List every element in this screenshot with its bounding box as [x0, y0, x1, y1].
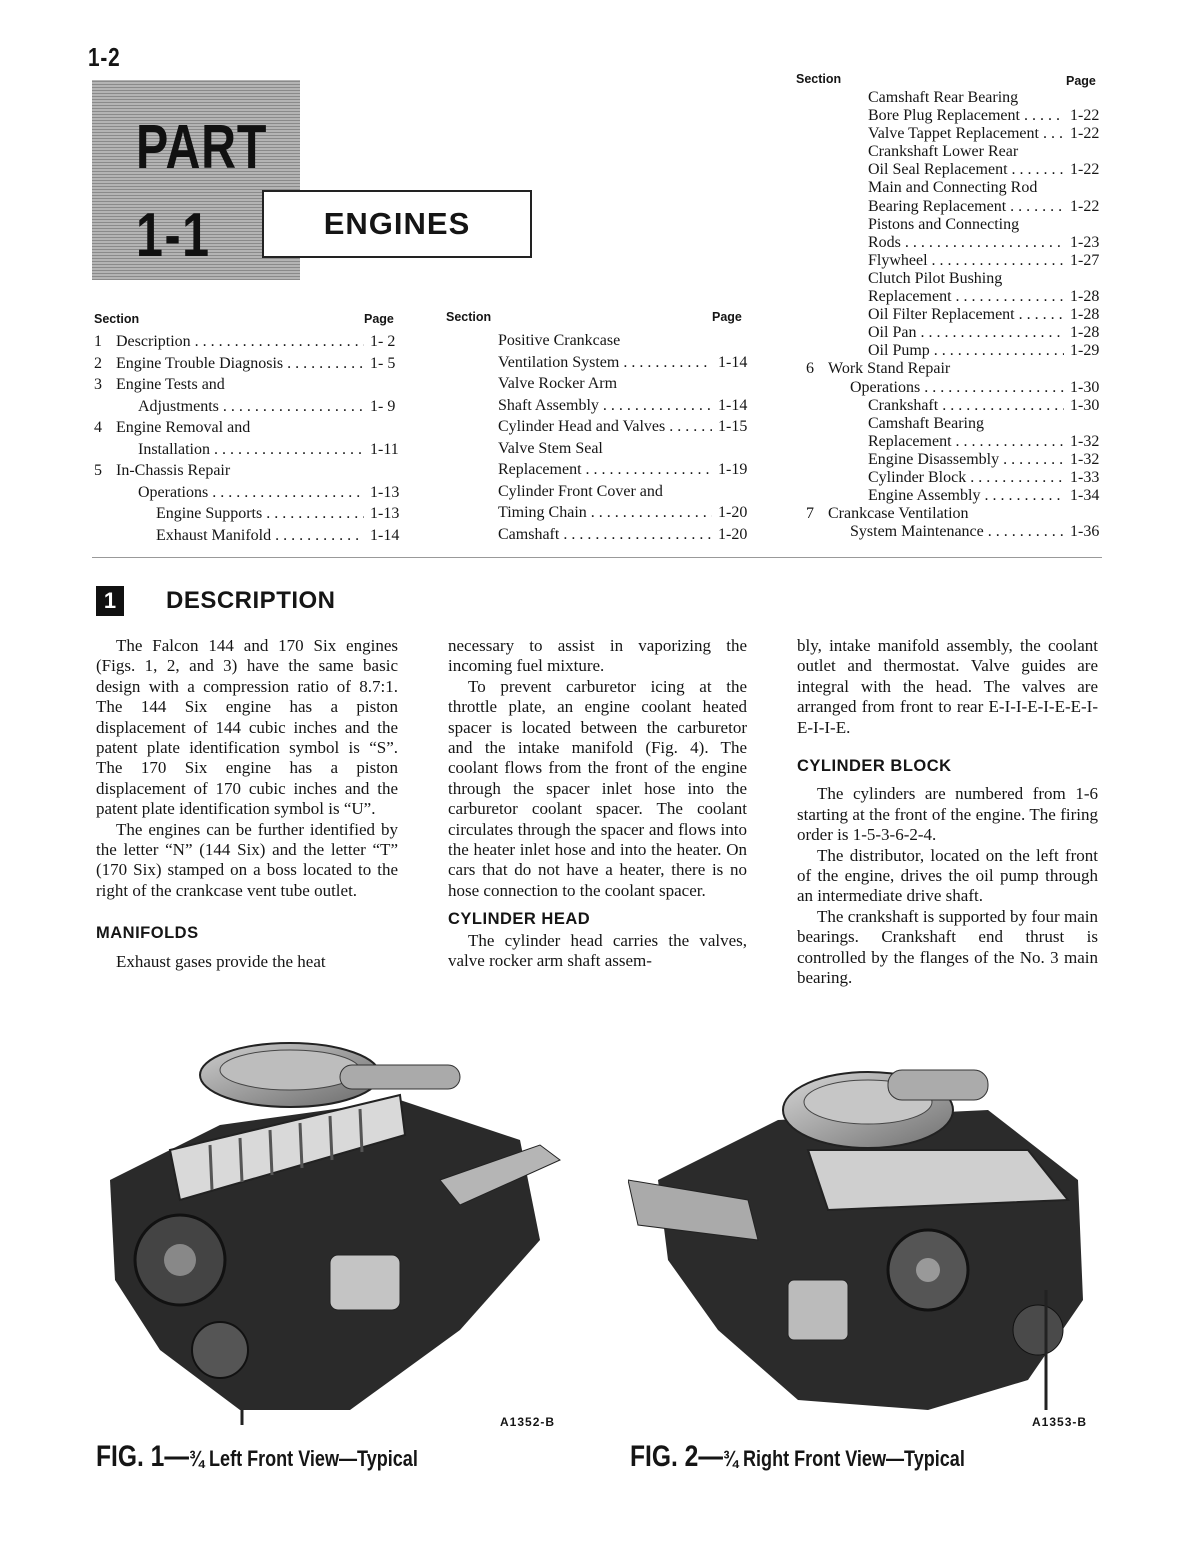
toc-leader-dots	[920, 379, 1064, 396]
toc-entry	[94, 460, 406, 482]
toc-page-number: 1-11	[370, 440, 399, 458]
body-column-1	[96, 636, 398, 972]
figure-2-caption	[630, 1440, 965, 1474]
toc-page-number	[712, 330, 754, 352]
subheading-cylinder-block: CYLINDER BLOCK	[797, 757, 952, 776]
paragraph: The crankshaft is supported by four main bearings. Crankshaft end thrust is controlled by the flanges of the No. 3 main bearing.	[797, 906, 1098, 988]
toc3-section-header: Section	[796, 72, 842, 86]
toc-entry-title: Adjustments	[138, 397, 219, 415]
toc-entry-title: Crankshaft Lower Rear	[868, 143, 1019, 161]
toc-leader-dots	[559, 526, 712, 543]
toc-column-2	[498, 330, 754, 545]
toc-page-number: 1- 9	[370, 397, 396, 415]
toc-section-number	[806, 143, 828, 161]
toc-page-number	[712, 438, 754, 460]
toc-leader-dots	[928, 252, 1064, 269]
toc-section-number	[806, 107, 828, 125]
toc-entry-title: Cylinder Block	[868, 468, 967, 486]
toc-section-number	[806, 216, 828, 234]
paragraph: To prevent carburetor icing at the throttle plate, an engine coolant heated spacer is located between the carburetor and the intake manifold (Fig. 4). The coolant flows from the front of the engine through the spacer inlet hose into the carburetor coolant spacer. The coolant circulates through the spacer and flows into the heater inlet hose and into the heater. On cars that do not have a heater, there is no hose connection to the coolant spacer.	[448, 676, 747, 900]
paragraph: necessary to assist in vaporizing the incoming fuel mixture.	[448, 636, 747, 676]
toc-leader-dots	[916, 324, 1064, 341]
toc-section-number	[806, 198, 828, 216]
toc1-page-header: Page	[364, 312, 394, 326]
toc-entry	[94, 353, 406, 375]
toc-page-number	[712, 373, 754, 395]
toc-entry	[498, 459, 754, 481]
toc-entry	[806, 234, 1106, 252]
toc-leader-dots	[619, 354, 712, 371]
toc-leader-dots	[930, 342, 1064, 359]
toc-leader-dots	[952, 288, 1064, 305]
toc-entry-title: Crankshaft	[868, 396, 939, 414]
toc-entry-title: Replacement	[868, 432, 952, 450]
toc-leader-dots	[191, 333, 364, 350]
toc-entry-title: Valve Rocker Arm	[498, 375, 618, 392]
toc-page-number: 1-22	[1070, 107, 1100, 125]
toc-entry	[806, 487, 1106, 505]
toc-leader-dots	[271, 527, 364, 544]
toc-entry-title: Crankcase Ventilation	[828, 505, 969, 523]
toc-section-number	[806, 252, 828, 270]
toc-section-number: 2	[94, 354, 102, 372]
toc-entry	[94, 525, 406, 547]
toc-entry-title: Installation	[138, 440, 210, 458]
toc-leader-dots	[1015, 306, 1064, 323]
toc-entry	[806, 451, 1106, 469]
toc-page-number: 1-22	[1070, 161, 1100, 179]
toc-page-number: 1-22	[1070, 197, 1100, 215]
toc-section-number	[806, 161, 828, 179]
body-column-3	[797, 636, 1098, 989]
toc-page-number: 1-28	[1070, 288, 1100, 306]
toc-entry-title: Ventilation System	[498, 353, 620, 371]
toc-entry	[806, 360, 1106, 378]
figure-1-code: A1352-B	[500, 1415, 556, 1429]
toc-page-number: 1-28	[1070, 324, 1100, 342]
toc-entry	[806, 125, 1106, 143]
toc-column-3	[806, 89, 1106, 541]
toc-page-number	[1064, 270, 1106, 288]
toc1-section-header: Section	[94, 312, 140, 326]
figure-2-code: A1353-B	[1032, 1415, 1088, 1429]
toc-page-number	[364, 417, 406, 439]
figure-1-number: FIG. 1—	[96, 1440, 189, 1473]
toc-leader-dots	[1036, 107, 1064, 124]
toc-entry-title: Camshaft	[498, 525, 560, 543]
toc-entry	[806, 433, 1106, 451]
toc-section-number	[806, 415, 828, 433]
toc-leader-dots	[587, 504, 712, 521]
toc-page-number: 1-13	[370, 505, 400, 522]
toc-entry	[806, 397, 1106, 415]
figure-1-caption	[96, 1440, 418, 1474]
toc-entry-title: Operations	[138, 483, 209, 501]
toc-entry-title: Valve Stem Seal	[498, 439, 603, 457]
toc-entry	[806, 216, 1106, 234]
toc-entry	[498, 438, 754, 460]
toc-page-number	[1064, 179, 1106, 197]
toc-section-number: 3	[94, 376, 102, 393]
toc-leader-dots	[262, 505, 364, 522]
toc-page-number: 1-20	[718, 525, 748, 543]
toc-section-number	[806, 306, 828, 324]
toc-page-number: 1-22	[1070, 125, 1100, 143]
toc-page-number: 1- 5	[370, 354, 396, 372]
toc-entry-title: Engine Assembly	[868, 487, 981, 505]
toc-entry	[498, 395, 754, 417]
toc-entry	[498, 330, 754, 352]
toc-entry	[498, 502, 754, 524]
toc-section-number	[806, 324, 828, 342]
toc-entry-title: Engine Supports	[156, 505, 263, 522]
toc-entry	[498, 524, 754, 546]
toc-entry	[806, 288, 1106, 306]
toc-page-number	[364, 374, 406, 396]
toc-page-number	[1064, 216, 1106, 234]
toc-entry	[806, 161, 1106, 179]
toc-entry-title: Clutch Pilot Bushing	[868, 269, 1003, 287]
toc-entry-title: Oil Filter Replacement	[868, 306, 1015, 324]
toc-entry	[806, 270, 1106, 288]
toc-entry	[94, 439, 406, 461]
toc-entry	[498, 416, 754, 438]
toc-entry	[806, 143, 1106, 161]
toc-entry-title: Bore Plug Replacement . .	[868, 107, 1036, 125]
toc-entry	[94, 417, 406, 439]
body-column-2	[448, 636, 747, 972]
engine-right-front-illustration	[628, 1040, 1098, 1420]
toc-entry-title: Positive Crankcase	[498, 332, 621, 349]
toc-leader-dots	[208, 484, 364, 501]
toc-entry-title: Cylinder Head and Valves	[498, 418, 666, 435]
toc-page-number: 1-32	[1070, 450, 1100, 468]
toc-page-number	[1064, 143, 1106, 161]
toc-entry-title: Cylinder Front Cover and	[498, 482, 663, 500]
toc-entry-title: Main and Connecting Rod	[868, 179, 1038, 197]
toc-entry-title: Shaft Assembly	[498, 396, 599, 414]
toc-entry	[806, 379, 1106, 397]
toc-entry-title: Work Stand Repair	[828, 360, 951, 378]
toc-page-number: 1-30	[1070, 378, 1100, 396]
toc-page-number: 1-33	[1070, 468, 1100, 486]
toc-section-number	[94, 482, 116, 504]
toc-entry-title: Engine Trouble Diagnosis	[116, 354, 284, 372]
toc2-section-header: Section	[446, 310, 492, 324]
toc-page-number	[1064, 360, 1106, 378]
toc-entry	[94, 503, 406, 525]
part-word: PART	[136, 113, 268, 182]
toc-page-number	[1064, 415, 1106, 433]
toc-entry	[498, 352, 754, 374]
toc-entry	[94, 331, 406, 353]
toc-entry-title: Engine Removal and	[116, 419, 251, 436]
toc-column-1	[94, 331, 406, 546]
toc-leader-dots	[599, 397, 712, 414]
toc-entry-title: Replacement	[868, 288, 952, 306]
toc3-page-header: Page	[1066, 74, 1096, 88]
toc-section-number	[806, 179, 828, 197]
toc-entry	[806, 469, 1106, 487]
toc-page-number: 1-19	[718, 461, 748, 478]
toc-entry-title: Engine Disassembly	[868, 450, 1000, 468]
toc-section-number: 4	[94, 419, 102, 436]
section-heading: DESCRIPTION	[166, 587, 336, 614]
toc-leader-dots	[952, 433, 1064, 450]
toc-entry	[806, 505, 1106, 523]
toc-page-number: 1-14	[718, 353, 748, 371]
toc-entry	[806, 306, 1106, 324]
toc-page-number: 1-13	[370, 483, 400, 501]
paragraph: The distributor, located on the left front of the engine, drives the oil pump through an intermediate drive shaft.	[797, 845, 1098, 906]
toc-page-number: 1-30	[1070, 396, 1100, 414]
toc-page-number: 1-23	[1070, 233, 1100, 251]
toc2-page-header: Page	[712, 310, 742, 324]
toc-entry-title: Oil Pan	[868, 324, 917, 342]
toc-entry	[806, 179, 1106, 197]
toc-leader-dots	[966, 469, 1064, 486]
toc-entry	[806, 89, 1106, 107]
toc-leader-dots	[1039, 125, 1064, 142]
toc-section-number: 5	[94, 462, 102, 479]
toc-section-number: 7	[806, 505, 814, 523]
toc-page-number: 1- 2	[370, 333, 396, 350]
toc-section-number	[94, 439, 116, 461]
toc-entry	[94, 482, 406, 504]
toc-section-number	[806, 397, 828, 415]
toc-section-number	[806, 342, 828, 360]
toc-entry	[806, 342, 1106, 360]
engine-left-front-illustration	[100, 1030, 570, 1425]
toc-page-number: 1-27	[1070, 251, 1100, 269]
paragraph: The cylinder head carries the valves, valve rocker arm shaft assem-	[448, 930, 747, 971]
toc-section-number	[806, 89, 828, 107]
part-title-box	[262, 190, 532, 258]
toc-section-number	[94, 503, 116, 525]
toc-leader-dots	[980, 487, 1064, 504]
toc-entry	[806, 198, 1106, 216]
toc-entry-title: Operations	[850, 378, 921, 396]
toc-section-number: 1	[94, 333, 102, 350]
toc-entry-title: Valve Tappet Replacement	[868, 125, 1039, 143]
toc-leader-dots	[1006, 198, 1064, 215]
toc-section-number	[806, 125, 828, 143]
toc-page-number: 1-32	[1070, 432, 1100, 450]
paragraph: Exhaust gases provide the heat	[116, 951, 326, 971]
toc-entry-title: Oil Pump	[868, 342, 930, 360]
paragraph: The cylinders are numbered from 1-6 starting at the front of the engine. The firing order is 1-5-3-6-2-4.	[797, 784, 1098, 845]
paragraph: The Falcon 144 and 170 Six engines (Figs. 1, 2, and 3) have the same basic design with a compression ratio of 8.7:1. The 144 Six engine has a piston displacement of 144 cubic inches and the patent plate identification symbol is “S”. The 170 Six engine has a piston displacement of 170 cubic inches and the patent plate identification symbol is “U”.	[96, 636, 398, 819]
toc-section-number	[806, 270, 828, 288]
toc-section-number	[806, 288, 828, 306]
toc-leader-dots	[665, 418, 712, 435]
paragraph: The engines can be further identified by the letter “N” (144 Six) and the letter “T” (170 Six) stamped on a boss located to the right of the crankcase vent tube outlet.	[96, 819, 398, 900]
toc-entry-title: Camshaft Rear Bearing	[868, 89, 1019, 106]
toc-entry-title: Bearing Replacement	[868, 197, 1007, 215]
toc-section-number: 6	[806, 360, 814, 378]
toc-entry-title: Description	[116, 333, 191, 350]
toc-page-number: 1-15	[718, 418, 748, 435]
subheading-cylinder-head: CYLINDER HEAD	[448, 910, 591, 929]
toc-entry-title: Rods	[868, 233, 901, 251]
toc-entry	[498, 373, 754, 395]
toc-leader-dots	[1008, 161, 1064, 178]
toc-entry	[806, 324, 1106, 342]
toc-entry	[94, 374, 406, 396]
toc-entry-title: In-Chassis Repair	[116, 462, 231, 479]
toc-leader-dots	[210, 441, 364, 458]
toc-entry	[498, 481, 754, 503]
toc-entry-title: Camshaft Bearing	[868, 414, 984, 432]
paragraph: bly, intake manifold assembly, the coolant outlet and thermostat. Valve guides are integral with the head. The valves are arranged from front to rear E-I-I-E-I-E-E-I-E-I-I-E.	[797, 636, 1098, 737]
toc-page-number: 1-29	[1070, 342, 1100, 360]
toc-leader-dots	[283, 355, 364, 372]
toc-entry-title: Flywheel	[868, 251, 928, 269]
part-title: ENGINES	[323, 206, 471, 241]
toc-leader-dots	[219, 398, 364, 415]
toc-leader-dots	[938, 397, 1064, 414]
toc-leader-dots	[582, 461, 712, 478]
toc-page-number: 1-20	[718, 504, 748, 521]
page-number: 1-2	[88, 42, 121, 72]
toc-section-number	[806, 234, 828, 252]
toc-entry-title: Pistons and Connecting	[868, 215, 1020, 233]
toc-leader-dots	[999, 451, 1064, 468]
toc-leader-dots	[984, 523, 1064, 540]
toc-entry	[806, 415, 1106, 433]
toc-entry-title: System Maintenance	[850, 523, 984, 541]
toc-page-number: 1-34	[1070, 487, 1100, 505]
section-divider	[92, 557, 1102, 558]
toc-section-number	[94, 396, 116, 418]
figure-1-description: ¾ Left Front View—Typical	[188, 1446, 418, 1471]
figure-2-number: FIG. 2—	[630, 1440, 723, 1473]
toc-page-number	[1064, 505, 1106, 523]
toc-entry	[806, 252, 1106, 270]
toc-section-number	[806, 379, 828, 397]
toc-entry	[806, 523, 1106, 541]
toc-section-number	[806, 451, 828, 469]
toc-entry-title: Engine Tests and	[116, 376, 225, 393]
toc-section-number	[806, 523, 828, 541]
subheading-manifolds: MANIFOLDS	[96, 924, 199, 943]
toc-page-number	[1064, 89, 1106, 107]
toc-page-number	[712, 481, 754, 503]
toc-entry	[806, 107, 1106, 125]
toc-section-number	[94, 525, 116, 547]
toc-page-number: 1-14	[718, 396, 748, 414]
toc-leader-dots	[901, 234, 1064, 251]
figure-2-description: ¾ Right Front View—Typical	[722, 1446, 965, 1471]
toc-section-number	[806, 433, 828, 451]
toc-page-number: 1-36	[1070, 523, 1100, 541]
toc-entry-title: Oil Seal Replacement	[868, 161, 1008, 179]
toc-entry-title: Replacement	[498, 461, 582, 478]
section-number-badge: 1	[96, 586, 124, 616]
toc-entry	[94, 396, 406, 418]
toc-page-number: 1-14	[370, 526, 400, 544]
toc-page-number: 1-28	[1070, 306, 1100, 324]
part-number: 1-1	[136, 201, 211, 270]
toc-entry-title: Timing Chain	[498, 504, 587, 521]
toc-section-number	[806, 487, 828, 505]
toc-entry-title: Exhaust Manifold	[156, 526, 272, 544]
toc-page-number	[364, 460, 406, 482]
toc-section-number	[806, 469, 828, 487]
